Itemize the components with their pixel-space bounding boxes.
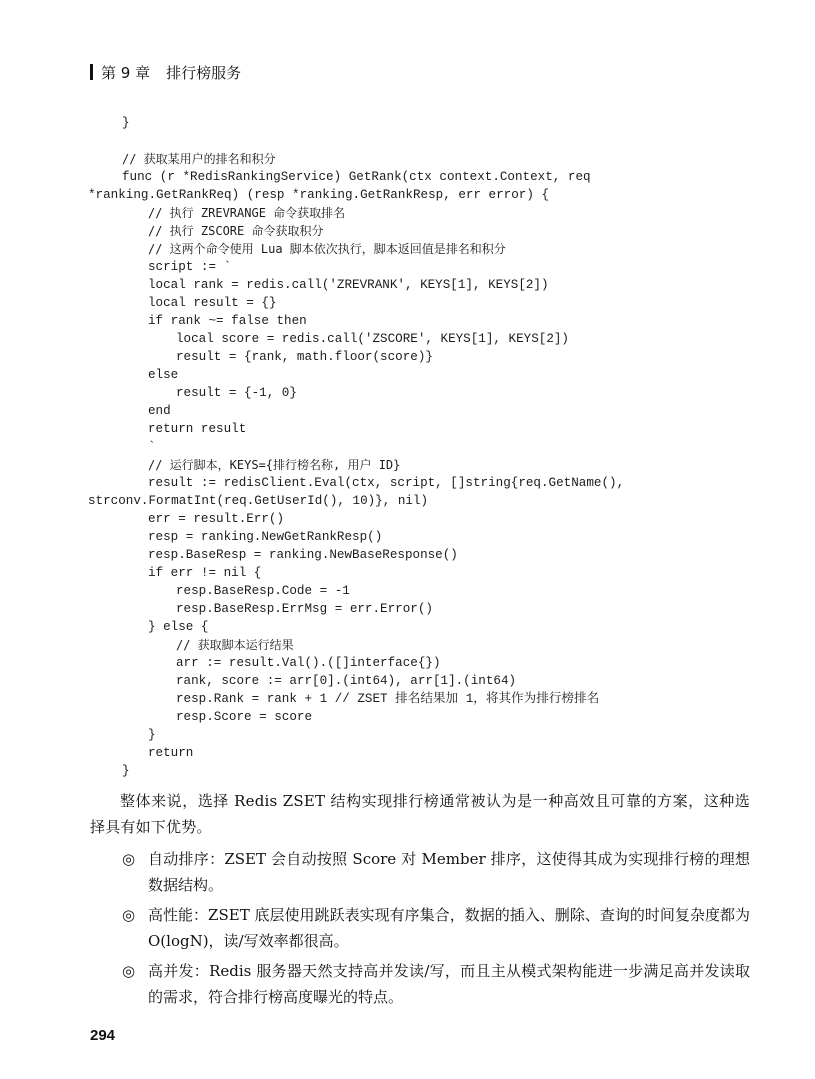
- code-line: if err != nil {: [148, 566, 262, 580]
- body-text: [90, 788, 750, 1014]
- code-line: resp.BaseResp.ErrMsg = err.Error(): [176, 602, 433, 616]
- code-line: local result = {}: [148, 296, 277, 310]
- code-line: }: [148, 728, 156, 742]
- header-bar: [90, 64, 93, 80]
- list-item: [90, 958, 750, 1010]
- bullet-mark: ◎: [122, 906, 136, 924]
- code-line: return result: [148, 422, 247, 436]
- code-line: local score = redis.call('ZSCORE', KEYS[1], KEYS[2]): [176, 332, 569, 346]
- code-line: *ranking.GetRankReq) (resp *ranking.GetRankResp, err error) {: [88, 188, 550, 202]
- code-line: script := `: [148, 260, 232, 274]
- code-line: // 获取脚本运行结果: [176, 638, 294, 652]
- code-line: if rank ~= false then: [148, 314, 307, 328]
- code-line: func (r *RedisRankingService) GetRank(ctx context.Context, req: [122, 170, 591, 184]
- code-line: // 获取某用户的排名和积分: [122, 152, 276, 166]
- summary-paragraph: 整体来说，选择 Redis ZSET 结构实现排行榜通常被认为是一种高效且可靠的方案，这种选择具有如下优势。: [90, 792, 750, 836]
- code-line: else: [148, 368, 179, 382]
- running-header: [90, 60, 241, 84]
- code-line: }: [122, 764, 130, 778]
- page-number: 294: [90, 1027, 116, 1044]
- code-line: local rank = redis.call('ZREVRANK', KEYS[1], KEYS[2]): [148, 278, 549, 292]
- code-line: // 执行 ZREVRANGE 命令获取排名: [148, 206, 346, 220]
- bullet-text: 自动排序：ZSET 会自动按照 Score 对 Member 排序，这使得其成为实现排行榜的理想数据结构。: [148, 850, 750, 894]
- code-line: resp.Rank = rank + 1 // ZSET 排名结果加 1，将其作为排行榜排名: [176, 692, 600, 706]
- code-line: strconv.FormatInt(req.GetUserId(), 10)}, nil): [88, 494, 429, 508]
- list-item: [90, 846, 750, 898]
- code-line: rank, score := arr[0].(int64), arr[1].(int64): [176, 674, 517, 688]
- code-line: } else {: [148, 620, 209, 634]
- code-line: result := redisClient.Eval(ctx, script, []string{req.GetName(),: [148, 476, 625, 490]
- code-line: resp.BaseResp.Code = -1: [176, 584, 350, 598]
- chapter-title: 排行榜服务: [166, 63, 242, 82]
- advantage-list: [90, 846, 750, 1010]
- list-item: [90, 902, 750, 954]
- code-line: resp = ranking.NewGetRankResp(): [148, 530, 383, 544]
- code-line: end: [148, 404, 171, 418]
- chapter-number: 第 9 章: [101, 63, 151, 82]
- code-line: // 执行 ZSCORE 命令获取积分: [148, 224, 324, 238]
- bullet-text: 高性能：ZSET 底层使用跳跃表实现有序集合，数据的插入、删除、查询的时间复杂度都为 O(logN)，读/写效率都很高。: [148, 906, 750, 950]
- code-line: }: [122, 116, 130, 130]
- bullet-text: 高并发：Redis 服务器天然支持高并发读/写，而且主从模式架构能进一步满足高并发读取的需求，符合排行榜高度曝光的特点。: [148, 962, 750, 1006]
- code-line: err = result.Err(): [148, 512, 285, 526]
- bullet-mark: ◎: [122, 962, 136, 980]
- code-line: resp.BaseResp = ranking.NewBaseResponse(): [148, 548, 458, 562]
- code-line: // 运行脚本，KEYS={排行榜名称, 用户 ID}: [148, 458, 401, 472]
- code-line: arr := result.Val().([]interface{}): [176, 656, 441, 670]
- code-line: return: [148, 746, 194, 760]
- code-line: // 这两个命令使用 Lua 脚本依次执行，脚本返回值是排名和积分: [148, 242, 506, 256]
- bullet-mark: ◎: [122, 850, 136, 868]
- code-line: result = {-1, 0}: [176, 386, 297, 400]
- code-line: `: [148, 440, 156, 454]
- code-line: result = {rank, math.floor(score)}: [176, 350, 433, 364]
- code-line: resp.Score = score: [176, 710, 313, 724]
